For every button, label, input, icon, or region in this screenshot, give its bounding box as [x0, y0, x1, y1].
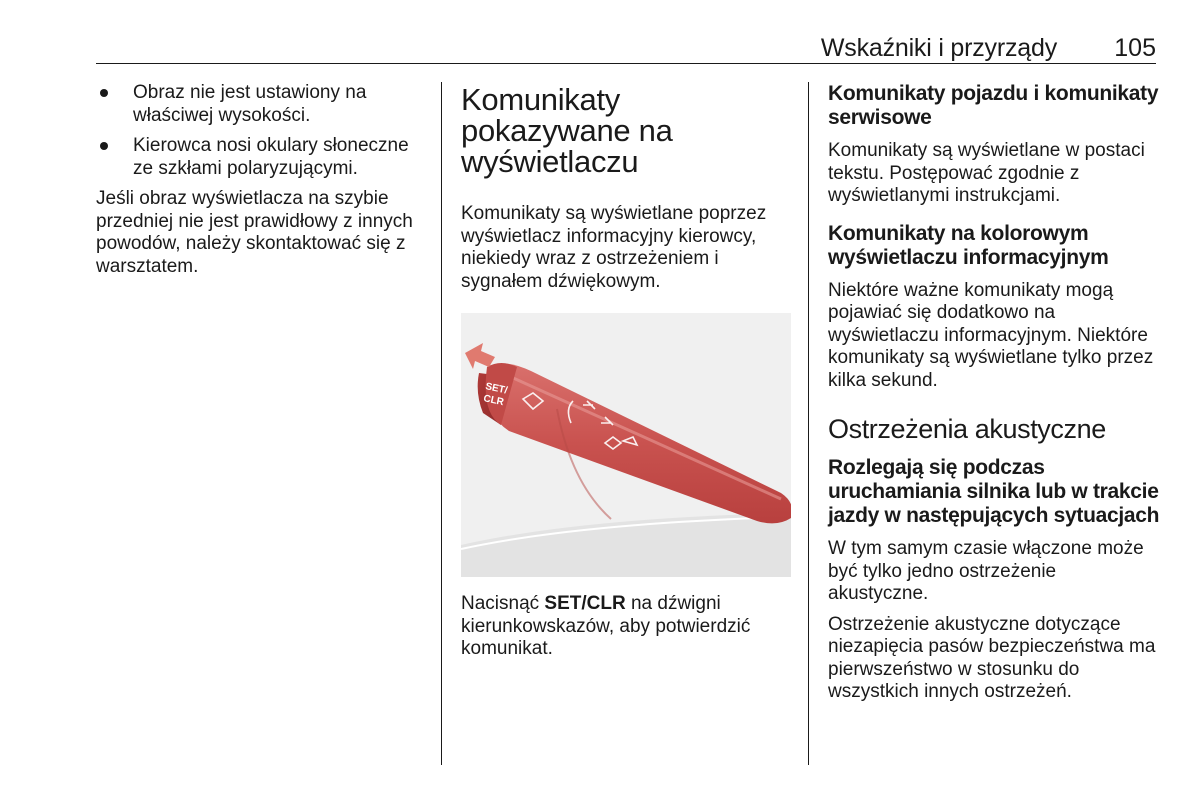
figure-caption [461, 593, 791, 661]
column-divider-2 [808, 82, 809, 765]
bullet-list [96, 82, 426, 180]
paragraph: W tym samym czasie włączone może być tylko jedno ostrzeżenie akustyczne. [828, 538, 1144, 604]
page-number: 105 [1114, 34, 1156, 62]
column-right [828, 82, 1160, 712]
subsection-heading-situations: Rozlegają się podczas uruchamiania silnika lub w trakcie jazdy w następujących sytuacjach [828, 456, 1160, 527]
bullet-text: Obraz nie jest ustawiony na właściwej wysokości. [133, 82, 367, 126]
button-label-set: SET/ [484, 381, 509, 397]
running-header-title: Wskaźniki i przyrządy [820, 34, 1057, 62]
bullet-item [96, 82, 426, 127]
bullet-dot-icon [100, 89, 108, 97]
column-left [96, 82, 426, 286]
turn-signal-lever-illustration [461, 313, 791, 577]
paragraph: Komunikaty są wyświetlane w postaci tekstu. Postępować zgodnie z wyświetlanymi instrukcjami. [828, 140, 1145, 206]
subsection-heading-vehicle-messages: Komunikaty pojazdu i komunikaty serwisowe [828, 82, 1159, 129]
intro-paragraph: Komunikaty są wyświetlane poprzez wyświetlacz informacyjny kierowcy, niekiedy wraz z ostrzeżeniem i sygnałem dźwiękowym. [461, 203, 767, 292]
button-label-clr: CLR [482, 393, 505, 409]
caption-text-pre: Nacisnąć [461, 593, 545, 614]
turn-signal-lever-figure [461, 313, 791, 577]
column-divider-1 [441, 82, 442, 765]
header-rule [96, 63, 1156, 64]
caption-text-post: na dźwigni kierunkowskazów, aby potwierdzić komunikat. [461, 593, 751, 659]
paragraph: Niektóre ważne komunikaty mogą pojawiać się dodatkowo na wyświetlaczu informacyjnym. Niektóre komunikaty są wyświetlane tylko przez kilka sekund. [828, 279, 1154, 391]
subsection-heading-color-display: Komunikaty na kolorowym wyświetlaczu informacyjnym [828, 221, 1109, 269]
paragraph: Ostrzeżenie akustyczne dotyczące niezapięcia pasów bezpieczeństwa ma pierwszeństwo w stosunku do wszystkich innych ostrzeżeń. [828, 613, 1156, 702]
section-heading: Komunikaty pokazywane na wyświetlaczu [461, 82, 673, 179]
column-middle [461, 82, 791, 669]
bullet-item [96, 135, 426, 180]
bullet-text: Kierowca nosi okulary słoneczne ze szkłami polaryzującymi. [133, 135, 409, 179]
bullet-dot-icon [100, 142, 108, 150]
caption-button-name: SET/CLR [544, 593, 626, 614]
section-heading-acoustic-warnings: Ostrzeżenia akustyczne [828, 414, 1106, 444]
paragraph: Jeśli obraz wyświetlacza na szybie przedniej nie jest prawidłowy z innych powodów, należy skontaktować się z warsztatem. [96, 188, 413, 277]
